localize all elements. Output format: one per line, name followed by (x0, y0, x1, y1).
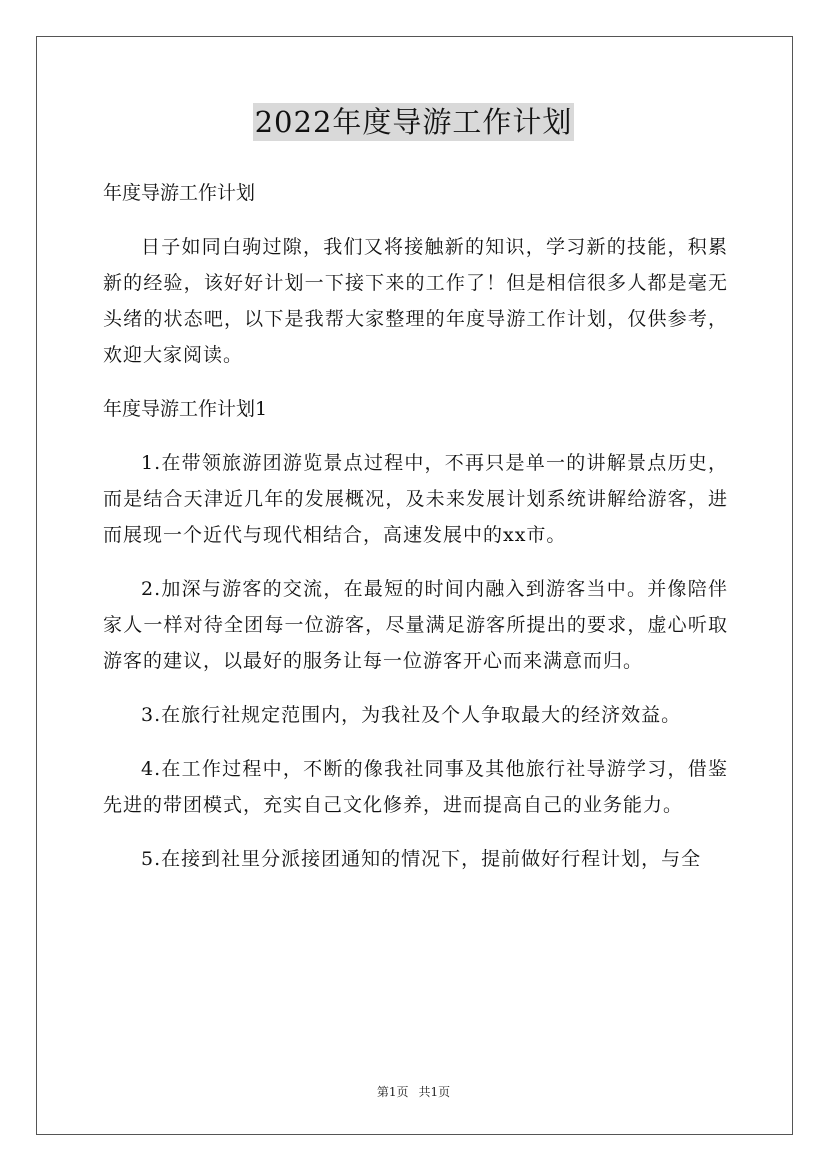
page-total: 共1页 (418, 1085, 451, 1099)
plan-item-3: 3.在旅行社规定范围内，为我社及个人争取最大的经济效益。 (141, 704, 682, 726)
page-footer (0, 1083, 827, 1100)
plan-item-2: 2.加深与游客的交流，在最短的时间内融入到游客当中。并像陪伴家人一样对待全团每一位游客，尽量满足游客所提出的要求，虚心听取游客的建议，以最好的服务让每一位游客开心而来满意而归。 (103, 578, 728, 672)
document-body (103, 175, 728, 895)
plan-item-5: 5.在接到社里分派接团通知的情况下，提前做好行程计划，与全 (141, 848, 702, 870)
section-heading: 年度导游工作计划1 (103, 398, 268, 420)
intro-paragraph: 日子如同白驹过隙，我们又将接触新的知识，学习新的技能，积累新的经验，该好好计划一下接下来的工作了！但是相信很多人都是毫无头绪的状态吧，以下是我帮大家整理的年度导游工作计划，仅供参考，欢迎大家阅读。 (103, 236, 728, 366)
title-container (0, 103, 827, 141)
plan-item-4: 4.在工作过程中，不断的像我社同事及其他旅行社导游学习，借鉴先进的带团模式，充实自己文化修养，进而提高自己的业务能力。 (103, 758, 728, 816)
page-number: 第1页 (376, 1085, 409, 1099)
document-subtitle: 年度导游工作计划 (103, 182, 256, 204)
document-title: 2022年度导游工作计划 (254, 105, 573, 139)
plan-item-1: 1.在带领旅游团游览景点过程中，不再只是单一的讲解景点历史，而是结合天津近几年的发展概况，及未来发展计划系统讲解给游客，进而展现一个近代与现代相结合，高速发展中的xx市。 (103, 452, 728, 546)
